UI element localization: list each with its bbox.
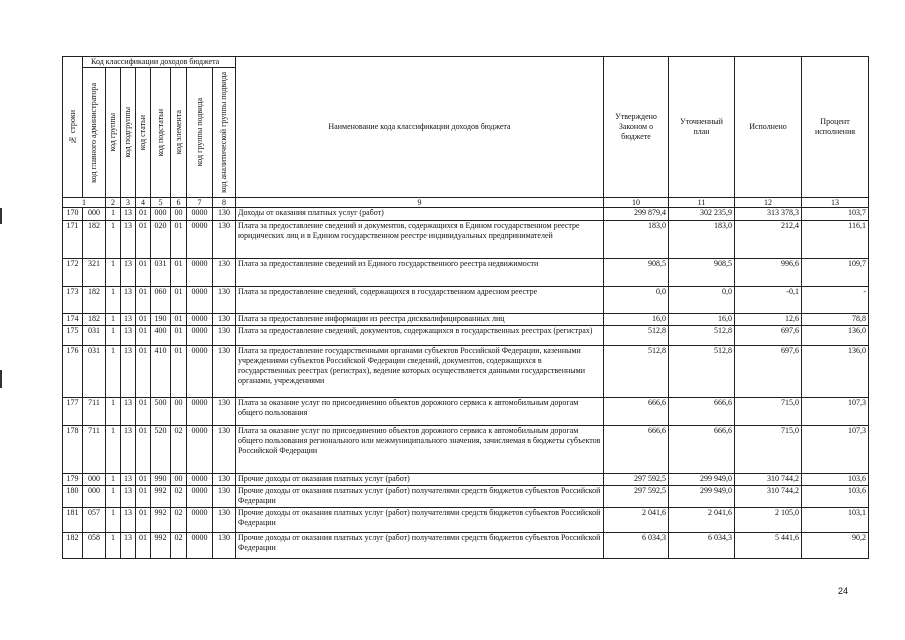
code-column-header: код подгруппы — [121, 68, 136, 198]
code-cell: 01 — [136, 287, 151, 314]
code-cell: 13 — [121, 508, 136, 533]
percent-cell: 103,6 — [802, 474, 869, 486]
table-row — [63, 326, 869, 346]
name-column-header: Наименование кода классификации доходов бюджета — [236, 57, 604, 198]
row-number-cell: 175 — [63, 326, 83, 346]
code-cell: 01 — [136, 259, 151, 287]
code-cell: 00 — [171, 398, 187, 426]
column-number: 5 — [151, 198, 171, 208]
code-cell: 0000 — [187, 221, 213, 259]
code-column-header: код главного администратора — [83, 68, 106, 198]
executed-cell: -0,1 — [735, 287, 802, 314]
code-cell: 1 — [106, 398, 121, 426]
code-cell: 500 — [151, 398, 171, 426]
percent-cell: 103,1 — [802, 508, 869, 533]
page-number: 24 — [838, 586, 849, 596]
code-cell: 1 — [106, 326, 121, 346]
code-cell: 00 — [171, 208, 187, 221]
column-number: 8 — [213, 198, 236, 208]
code-cell: 0000 — [187, 346, 213, 398]
table-row — [63, 346, 869, 398]
code-cell: 13 — [121, 326, 136, 346]
row-number-cell: 182 — [63, 533, 83, 559]
code-cell: 01 — [171, 314, 187, 326]
code-cell: 1 — [106, 346, 121, 398]
plan-cell: 302 235,9 — [669, 208, 735, 221]
code-cell: 130 — [213, 533, 236, 559]
code-column-header: код группы подвида — [187, 68, 213, 198]
column-number: 2 — [106, 198, 121, 208]
code-cell: 01 — [136, 486, 151, 508]
code-cell: 1 — [106, 208, 121, 221]
code-cell: 01 — [171, 287, 187, 314]
column-number: 7 — [187, 198, 213, 208]
column-number: 13 — [802, 198, 869, 208]
code-cell: 01 — [136, 398, 151, 426]
code-cell: 0000 — [187, 259, 213, 287]
code-cell: 182 — [83, 221, 106, 259]
table-row — [63, 486, 869, 508]
code-cell: 13 — [121, 486, 136, 508]
code-cell: 01 — [136, 208, 151, 221]
executed-cell: 12,6 — [735, 314, 802, 326]
code-cell: 1 — [106, 314, 121, 326]
plan-cell: 16,0 — [669, 314, 735, 326]
code-cell: 321 — [83, 259, 106, 287]
approved-cell: 0,0 — [604, 287, 669, 314]
approved-cell: 666,6 — [604, 426, 669, 474]
code-cell: 13 — [121, 426, 136, 474]
executed-cell: 212,4 — [735, 221, 802, 259]
percent-cell: 136,0 — [802, 326, 869, 346]
plan-cell: 0,0 — [669, 287, 735, 314]
code-cell: 1 — [106, 287, 121, 314]
row-number-cell: 172 — [63, 259, 83, 287]
approved-cell: 908,5 — [604, 259, 669, 287]
code-cell: 182 — [83, 314, 106, 326]
budget-revenue-table — [62, 56, 869, 559]
code-cell: 190 — [151, 314, 171, 326]
code-cell: 711 — [83, 426, 106, 474]
plan-cell: 512,8 — [669, 346, 735, 398]
code-cell: 0000 — [187, 208, 213, 221]
approved-cell: 512,8 — [604, 326, 669, 346]
name-cell: Плата за предоставление сведений, документов, содержащихся в государственных реестрах (регистрах) — [236, 326, 604, 346]
name-cell: Плата за предоставление сведений из Единого государственного реестра недвижимости — [236, 259, 604, 287]
code-cell: 00 — [171, 474, 187, 486]
code-cell: 130 — [213, 474, 236, 486]
code-cell: 0000 — [187, 474, 213, 486]
code-cell: 058 — [83, 533, 106, 559]
code-cell: 01 — [136, 426, 151, 474]
code-cell: 01 — [136, 221, 151, 259]
code-cell: 130 — [213, 486, 236, 508]
classification-group-header: Код классификации доходов бюджета — [83, 57, 236, 68]
plan-cell: 299 949,0 — [669, 474, 735, 486]
code-cell: 13 — [121, 474, 136, 486]
code-cell: 01 — [171, 326, 187, 346]
approved-cell: 16,0 — [604, 314, 669, 326]
code-cell: 130 — [213, 426, 236, 474]
scan-edge-mark — [0, 208, 2, 224]
row-number-header: № строки — [63, 57, 83, 198]
approved-cell: 183,0 — [604, 221, 669, 259]
executed-cell: 310 744,2 — [735, 486, 802, 508]
code-cell: 0000 — [187, 508, 213, 533]
table-row — [63, 474, 869, 486]
approved-cell: 297 592,5 — [604, 486, 669, 508]
code-cell: 031 — [151, 259, 171, 287]
code-cell: 1 — [106, 474, 121, 486]
code-cell: 990 — [151, 474, 171, 486]
percent-cell: 109,7 — [802, 259, 869, 287]
code-cell: 410 — [151, 346, 171, 398]
code-cell: 130 — [213, 208, 236, 221]
code-cell: 02 — [171, 508, 187, 533]
code-cell: 000 — [83, 474, 106, 486]
code-cell: 01 — [136, 314, 151, 326]
scan-edge-mark — [0, 370, 2, 388]
name-cell: Плата за оказание услуг по присоединению объектов дорожного сервиса к автомобильным дорогам общего пользования регионального или межмуниципального значения, зачисляемая в бюджеты субъектов Российской Федерации — [236, 426, 604, 474]
table-row — [63, 398, 869, 426]
code-cell: 992 — [151, 533, 171, 559]
plan-cell: 2 041,6 — [669, 508, 735, 533]
percent-cell: 103,6 — [802, 486, 869, 508]
code-cell: 1 — [106, 259, 121, 287]
code-cell: 13 — [121, 221, 136, 259]
code-cell: 01 — [171, 221, 187, 259]
code-cell: 130 — [213, 221, 236, 259]
code-cell: 130 — [213, 287, 236, 314]
executed-cell: 2 105,0 — [735, 508, 802, 533]
approved-cell: 297 592,5 — [604, 474, 669, 486]
plan-cell: 512,8 — [669, 326, 735, 346]
approved-cell: 6 034,3 — [604, 533, 669, 559]
column-number: 3 — [121, 198, 136, 208]
code-cell: 520 — [151, 426, 171, 474]
row-number-cell: 173 — [63, 287, 83, 314]
code-cell: 992 — [151, 508, 171, 533]
code-cell: 0000 — [187, 533, 213, 559]
row-number-cell: 179 — [63, 474, 83, 486]
plan-cell: 666,6 — [669, 398, 735, 426]
approved-cell: 2 041,6 — [604, 508, 669, 533]
code-cell: 182 — [83, 287, 106, 314]
percent-cell: - — [802, 287, 869, 314]
executed-cell: 697,6 — [735, 346, 802, 398]
code-cell: 060 — [151, 287, 171, 314]
code-cell: 711 — [83, 398, 106, 426]
code-cell: 0000 — [187, 314, 213, 326]
code-cell: 130 — [213, 508, 236, 533]
code-cell: 031 — [83, 346, 106, 398]
code-column-header: код элемента — [171, 68, 187, 198]
percent-cell: 103,7 — [802, 208, 869, 221]
code-cell: 01 — [136, 474, 151, 486]
code-cell: 13 — [121, 314, 136, 326]
code-cell: 0000 — [187, 486, 213, 508]
code-cell: 02 — [171, 426, 187, 474]
name-cell: Прочие доходы от оказания платных услуг (работ) получателями средств бюджетов субъектов Российской Федерации — [236, 533, 604, 559]
row-number-cell: 181 — [63, 508, 83, 533]
code-cell: 0000 — [187, 326, 213, 346]
code-cell: 01 — [171, 346, 187, 398]
table-row — [63, 508, 869, 533]
table-row — [63, 426, 869, 474]
plan-cell: 183,0 — [669, 221, 735, 259]
name-cell: Плата за предоставление информации из реестра дисквалифицированных лиц — [236, 314, 604, 326]
code-cell: 000 — [151, 208, 171, 221]
code-cell: 01 — [136, 508, 151, 533]
row-number-cell: 176 — [63, 346, 83, 398]
table-row — [63, 287, 869, 314]
code-cell: 130 — [213, 259, 236, 287]
code-cell: 13 — [121, 398, 136, 426]
column-number: 6 — [171, 198, 187, 208]
name-cell: Плата за оказание услуг по присоединению объектов дорожного сервиса к автомобильным дорогам общего пользования — [236, 398, 604, 426]
percent-cell: 107,3 — [802, 398, 869, 426]
code-cell: 13 — [121, 208, 136, 221]
executed-cell: 697,6 — [735, 326, 802, 346]
code-cell: 0000 — [187, 287, 213, 314]
name-cell: Прочие доходы от оказания платных услуг (работ) — [236, 474, 604, 486]
code-column-header: код подстатьи — [151, 68, 171, 198]
row-number-cell: 170 — [63, 208, 83, 221]
executed-cell: 715,0 — [735, 426, 802, 474]
refined-plan-column-header: Уточненный план — [669, 57, 735, 198]
executed-column-header: Исполнено — [735, 57, 802, 198]
code-cell: 1 — [106, 426, 121, 474]
code-cell: 13 — [121, 259, 136, 287]
code-cell: 031 — [83, 326, 106, 346]
column-number: 10 — [604, 198, 669, 208]
approved-cell: 299 879,4 — [604, 208, 669, 221]
code-cell: 130 — [213, 314, 236, 326]
percent-cell: 107,3 — [802, 426, 869, 474]
code-cell: 1 — [106, 508, 121, 533]
code-cell: 01 — [136, 346, 151, 398]
column-number: 9 — [236, 198, 604, 208]
code-cell: 01 — [171, 259, 187, 287]
row-number-cell: 177 — [63, 398, 83, 426]
code-cell: 0000 — [187, 398, 213, 426]
percent-cell: 136,0 — [802, 346, 869, 398]
code-cell: 01 — [136, 533, 151, 559]
name-cell: Прочие доходы от оказания платных услуг (работ) получателями средств бюджетов субъектов Российской Федерации — [236, 508, 604, 533]
percent-column-header: Процент исполнения — [802, 57, 869, 198]
code-cell: 020 — [151, 221, 171, 259]
name-cell: Прочие доходы от оказания платных услуг (работ) получателями средств бюджетов субъектов Российской Федерации — [236, 486, 604, 508]
code-cell: 0000 — [187, 426, 213, 474]
table-row — [63, 533, 869, 559]
row-number-cell: 180 — [63, 486, 83, 508]
row-number-cell: 178 — [63, 426, 83, 474]
approved-cell: 512,8 — [604, 346, 669, 398]
row-number-cell: 174 — [63, 314, 83, 326]
code-cell: 1 — [106, 533, 121, 559]
name-cell: Плата за предоставление сведений, содержащихся в государственном адресном реестре — [236, 287, 604, 314]
code-cell: 13 — [121, 346, 136, 398]
code-cell: 057 — [83, 508, 106, 533]
table-row — [63, 314, 869, 326]
executed-cell: 996,6 — [735, 259, 802, 287]
executed-cell: 313 378,3 — [735, 208, 802, 221]
code-cell: 1 — [106, 221, 121, 259]
executed-cell: 5 441,6 — [735, 533, 802, 559]
approved-column-header: Утверждено Законом о бюджете — [604, 57, 669, 198]
name-cell: Доходы от оказания платных услуг (работ) — [236, 208, 604, 221]
code-cell: 992 — [151, 486, 171, 508]
approved-cell: 666,6 — [604, 398, 669, 426]
code-cell: 130 — [213, 346, 236, 398]
table-row — [63, 208, 869, 221]
code-column-header: код группы — [106, 68, 121, 198]
code-cell: 000 — [83, 486, 106, 508]
code-cell: 400 — [151, 326, 171, 346]
code-cell: 000 — [83, 208, 106, 221]
code-cell: 01 — [136, 326, 151, 346]
percent-cell: 90,2 — [802, 533, 869, 559]
name-cell: Плата за предоставление сведений и документов, содержащихся в Едином государственном реестре юридических лиц и в Едином государственном реестре индивидуальных предпринимателей — [236, 221, 604, 259]
column-number: 4 — [136, 198, 151, 208]
plan-cell: 666,6 — [669, 426, 735, 474]
code-cell: 130 — [213, 326, 236, 346]
name-cell: Плата за предоставление государственными органами субъектов Российской Федерации, казенными учреждениями субъектов Российской Федерации сведений, документов, содержащихся в государственных реестрах (регистрах), ведение которых осуществляется данными государственными органами, учреждениями — [236, 346, 604, 398]
code-cell: 02 — [171, 533, 187, 559]
code-cell: 13 — [121, 533, 136, 559]
code-cell: 130 — [213, 398, 236, 426]
code-cell: 1 — [106, 486, 121, 508]
table-row — [63, 259, 869, 287]
row-number-cell: 171 — [63, 221, 83, 259]
column-number: 12 — [735, 198, 802, 208]
percent-cell: 78,8 — [802, 314, 869, 326]
percent-cell: 116,1 — [802, 221, 869, 259]
plan-cell: 6 034,3 — [669, 533, 735, 559]
column-number: 11 — [669, 198, 735, 208]
code-column-header: код статьи — [136, 68, 151, 198]
plan-cell: 299 949,0 — [669, 486, 735, 508]
code-cell: 13 — [121, 287, 136, 314]
executed-cell: 310 744,2 — [735, 474, 802, 486]
executed-cell: 715,0 — [735, 398, 802, 426]
column-number: 1 — [63, 198, 106, 208]
plan-cell: 908,5 — [669, 259, 735, 287]
code-column-header: код аналитической группы подвида — [213, 68, 236, 198]
table-row — [63, 221, 869, 259]
code-cell: 02 — [171, 486, 187, 508]
